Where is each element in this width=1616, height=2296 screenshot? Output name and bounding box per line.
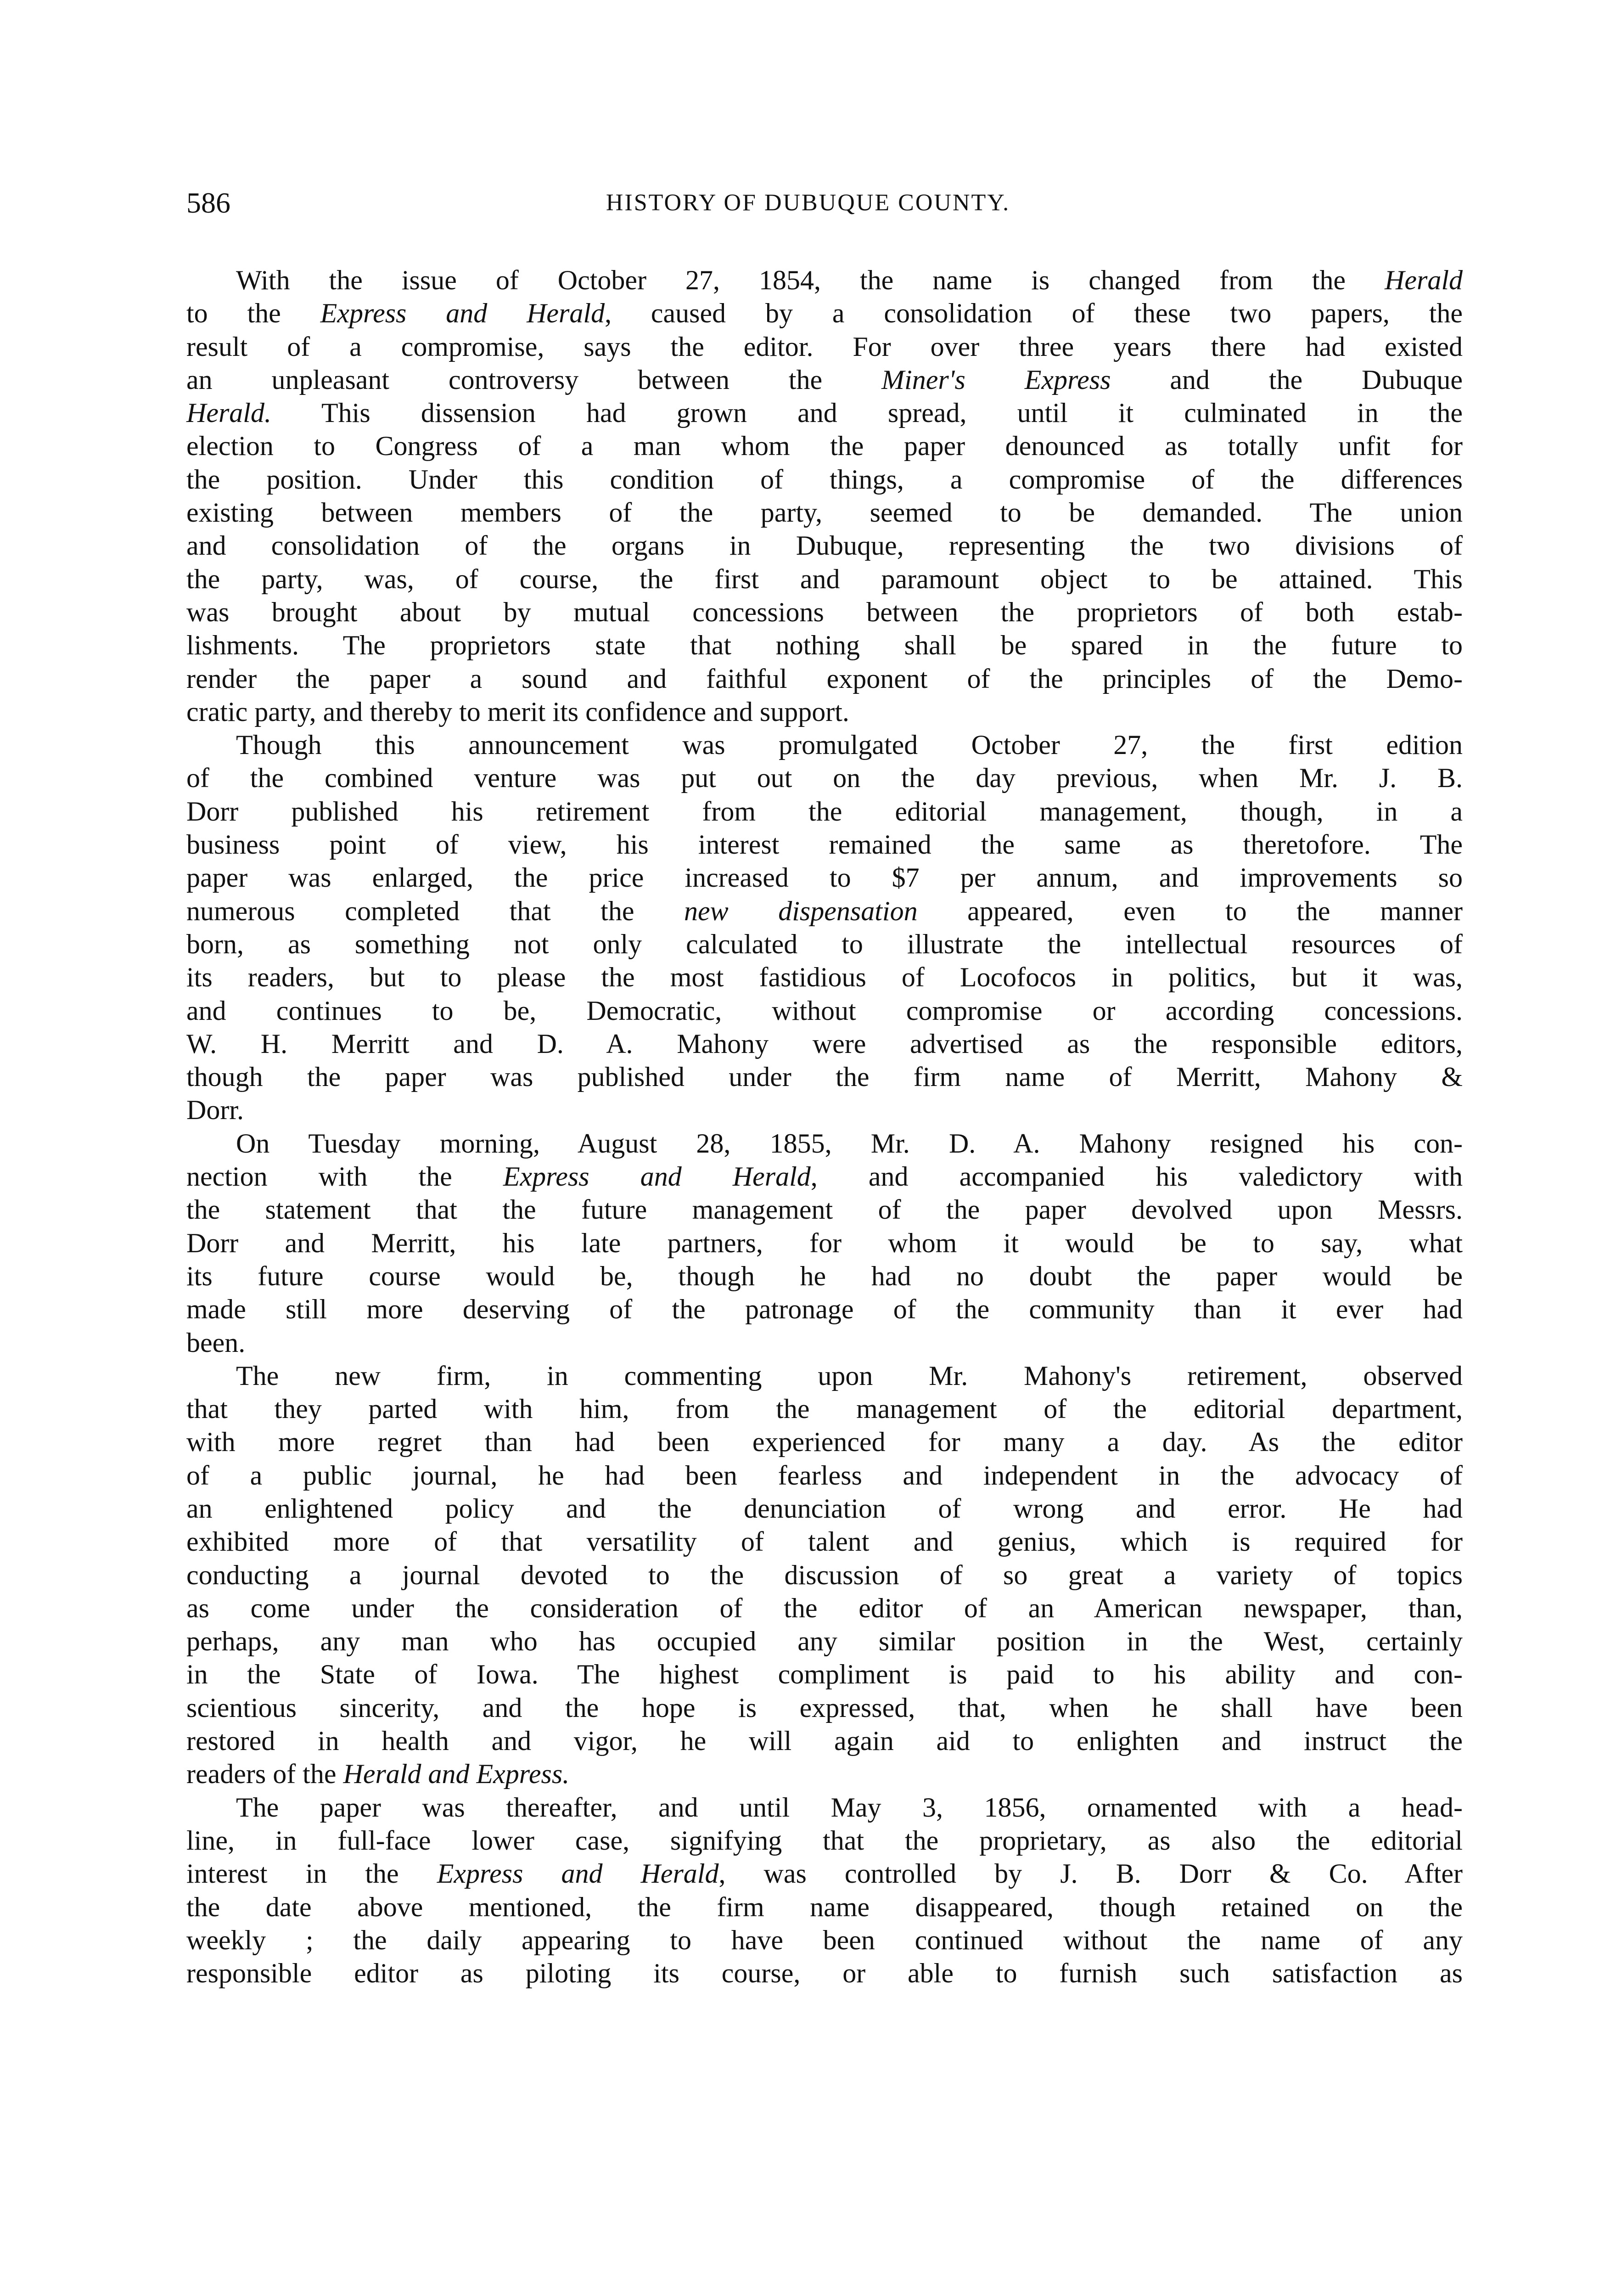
text-segment: with more regret than had been experienced for many a day. As the editor: [186, 1427, 1463, 1458]
text-segment: render the paper a sound and faithful exponent of the principles of the Demo-: [186, 663, 1463, 694]
text-line: [186, 961, 1463, 994]
text-segment: This dissension had grown and spread, until it culminated in the: [271, 398, 1463, 428]
text-segment: appeared, even to the manner: [917, 895, 1463, 926]
text-segment: in the State of Iowa. The highest compliment is paid to his ability and con-: [186, 1659, 1463, 1690]
italic-title: Herald: [1385, 265, 1463, 295]
italic-title: Express and Herald: [437, 1858, 719, 1889]
body-text: [186, 264, 1463, 1990]
text-segment: W. H. Merritt and D. A. Mahony were advertised as the responsible editors,: [186, 1028, 1463, 1059]
text-line: [186, 1027, 1463, 1060]
text-line: [186, 1492, 1463, 1525]
text-line: [186, 928, 1463, 961]
text-segment: Dorr published his retirement from the editorial management, though, in a: [186, 796, 1463, 827]
text-line: [186, 1658, 1463, 1691]
text-line: [186, 596, 1463, 629]
text-segment: the statement that the future management of the paper devolved upon Messrs.: [186, 1194, 1463, 1225]
text-segment: though the paper was published under the firm name of Merritt, Mahony &: [186, 1062, 1463, 1092]
text-segment: result of a compromise, says the editor. For over three years there had existed: [186, 331, 1463, 362]
text-line: [186, 1625, 1463, 1658]
paragraph-first-line: [186, 264, 1463, 297]
text-segment: The new firm, in commenting upon Mr. Mahony's retirement, observed: [236, 1360, 1463, 1391]
text-segment: , caused by a consolidation of these two papers, the: [605, 298, 1463, 329]
page-number: 586: [186, 186, 230, 219]
text-segment: , was controlled by J. B. Dorr & Co. After: [718, 1858, 1463, 1889]
text-line: [186, 1891, 1463, 1924]
text-segment: that they parted with him, from the management of the editorial department,: [186, 1394, 1463, 1424]
text-segment: the date above mentioned, the firm name disappeared, though retained on the: [186, 1891, 1463, 1922]
text-segment: born, as something not only calculated to illustrate the intellectual resources of: [186, 929, 1463, 959]
text-segment: its readers, but to please the most fastidious of Locofocos in politics, but it was,: [186, 962, 1463, 993]
text-segment: perhaps, any man who has occupied any similar position in the West, certainly: [186, 1626, 1463, 1657]
text-segment: paper was enlarged, the price increased to $7 per annum, and improvements so: [186, 862, 1463, 893]
text-segment: Dorr and Merritt, his late partners, for whom it would be to say, what: [186, 1227, 1463, 1258]
text-line: [186, 1326, 1463, 1359]
text-segment: weekly ; the daily appearing to have been continued without the name of any: [186, 1925, 1463, 1955]
text-segment: exhibited more of that versatility of talent and genius, which is required for: [186, 1526, 1463, 1557]
text-line: [186, 363, 1463, 396]
text-segment: nection with the: [186, 1161, 503, 1192]
text-line: [186, 1525, 1463, 1558]
text-line: [186, 795, 1463, 828]
text-segment: of the combined venture was put out on the day previous, when Mr. J. B.: [186, 763, 1463, 793]
text-line: [186, 1160, 1463, 1193]
text-line: [186, 1757, 1463, 1790]
text-segment: been.: [186, 1327, 246, 1358]
text-line: [186, 297, 1463, 330]
text-segment: With the issue of October 27, 1854, the name is changed from the: [236, 265, 1385, 295]
text-segment: responsible editor as piloting its course, or able to furnish such satisfaction as: [186, 1958, 1463, 1989]
text-segment: election to Congress of a man whom the paper denounced as totally unfit for: [186, 431, 1463, 461]
italic-title: Herald.: [186, 398, 271, 428]
text-line: [186, 496, 1463, 529]
paragraph-first-line: [186, 1359, 1463, 1392]
text-line: [186, 629, 1463, 662]
text-line: [186, 1425, 1463, 1458]
text-line: [186, 828, 1463, 861]
text-segment: made still more deserving of the patronage of the community than it ever had: [186, 1294, 1463, 1325]
text-segment: The paper was thereafter, and until May 3, 1856, ornamented with a head-: [236, 1792, 1463, 1823]
text-segment: readers of the: [186, 1759, 343, 1790]
text-line: [186, 1293, 1463, 1326]
text-line: [186, 1724, 1463, 1757]
text-line: [186, 1193, 1463, 1226]
text-line: [186, 563, 1463, 596]
text-line: [186, 529, 1463, 562]
text-segment: the position. Under this condition of things, a compromise of the differences: [186, 464, 1463, 495]
text-line: [186, 994, 1463, 1027]
text-segment: and the Dubuque: [1111, 364, 1463, 395]
text-line: [186, 662, 1463, 695]
text-segment: numerous completed that the: [186, 895, 685, 926]
text-segment: lishments. The proprietors state that nothing shall be spared in the future to: [186, 630, 1463, 661]
text-line: [186, 429, 1463, 462]
text-line: [186, 1060, 1463, 1093]
text-segment: as come under the consideration of the editor of an American newspaper, than,: [186, 1593, 1463, 1623]
text-segment: the party, was, of course, the first and paramount object to be attained. This: [186, 563, 1463, 594]
italic-title: Express and Herald: [320, 298, 605, 329]
text-line: [186, 1691, 1463, 1724]
text-segment: line, in full-face lower case, signifying that the proprietary, as also the editorial: [186, 1825, 1463, 1856]
text-segment: existing between members of the party, seemed to be demanded. The union: [186, 497, 1463, 528]
text-line: [186, 1957, 1463, 1990]
text-line: [186, 861, 1463, 894]
text-segment: to the: [186, 298, 320, 329]
text-line: [186, 396, 1463, 429]
text-segment: cratic party, and thereby to merit its confidence and support.: [186, 696, 849, 727]
italic-title: new dispensation: [684, 895, 918, 926]
text-line: [186, 330, 1463, 363]
text-line: [186, 1824, 1463, 1857]
text-segment: business point of view, his interest remained the same as theretofore. The: [186, 829, 1463, 860]
text-segment: restored in health and vigor, he will again aid to enlighten and instruct the: [186, 1726, 1463, 1756]
text-line: [186, 1392, 1463, 1425]
text-segment: an enlightened policy and the denunciation of wrong and error. He had: [186, 1493, 1463, 1524]
text-segment: On Tuesday morning, August 28, 1855, Mr. D. A. Mahony resigned his con-: [236, 1128, 1463, 1159]
text-segment: , and accompanied his valedictory with: [810, 1161, 1463, 1192]
text-line: [186, 1227, 1463, 1260]
text-segment: conducting a journal devoted to the discussion of so great a variety of topics: [186, 1559, 1463, 1590]
text-segment: scientious sincerity, and the hope is expressed, that, when he shall have been: [186, 1692, 1463, 1723]
italic-title: Miner's Express: [881, 364, 1111, 395]
paragraph-first-line: [186, 1127, 1463, 1160]
italic-title: Express and Herald: [503, 1161, 811, 1192]
text-segment: Dorr.: [186, 1095, 244, 1125]
running-head: HISTORY OF DUBUQUE COUNTY.: [606, 190, 1010, 216]
text-line: [186, 1559, 1463, 1592]
text-line: [186, 1260, 1463, 1293]
text-segment: of a public journal, he had been fearless and independent in the advocacy of: [186, 1460, 1463, 1491]
text-line: [186, 1459, 1463, 1492]
paragraph-first-line: [186, 728, 1463, 761]
text-segment: and consolidation of the organs in Dubuque, representing the two divisions of: [186, 530, 1463, 561]
text-segment: interest in the: [186, 1858, 437, 1889]
text-line: [186, 895, 1463, 928]
text-segment: an unpleasant controversy between the: [186, 364, 882, 395]
text-line: [186, 1857, 1463, 1890]
text-segment: its future course would be, though he had no doubt the paper would be: [186, 1261, 1463, 1291]
text-line: [186, 463, 1463, 496]
text-line: [186, 1093, 1463, 1126]
text-line: [186, 1592, 1463, 1625]
text-segment: and continues to be, Democratic, without compromise or according concessions.: [186, 995, 1463, 1026]
text-segment: was brought about by mutual concessions between the proprietors of both estab-: [186, 597, 1463, 627]
text-segment: Though this announcement was promulgated October 27, the first edition: [236, 730, 1463, 760]
text-line: [186, 695, 1463, 728]
text-line: [186, 761, 1463, 794]
text-line: [186, 1924, 1463, 1957]
italic-title: Herald and Express.: [343, 1759, 570, 1790]
paragraph-first-line: [186, 1791, 1463, 1824]
